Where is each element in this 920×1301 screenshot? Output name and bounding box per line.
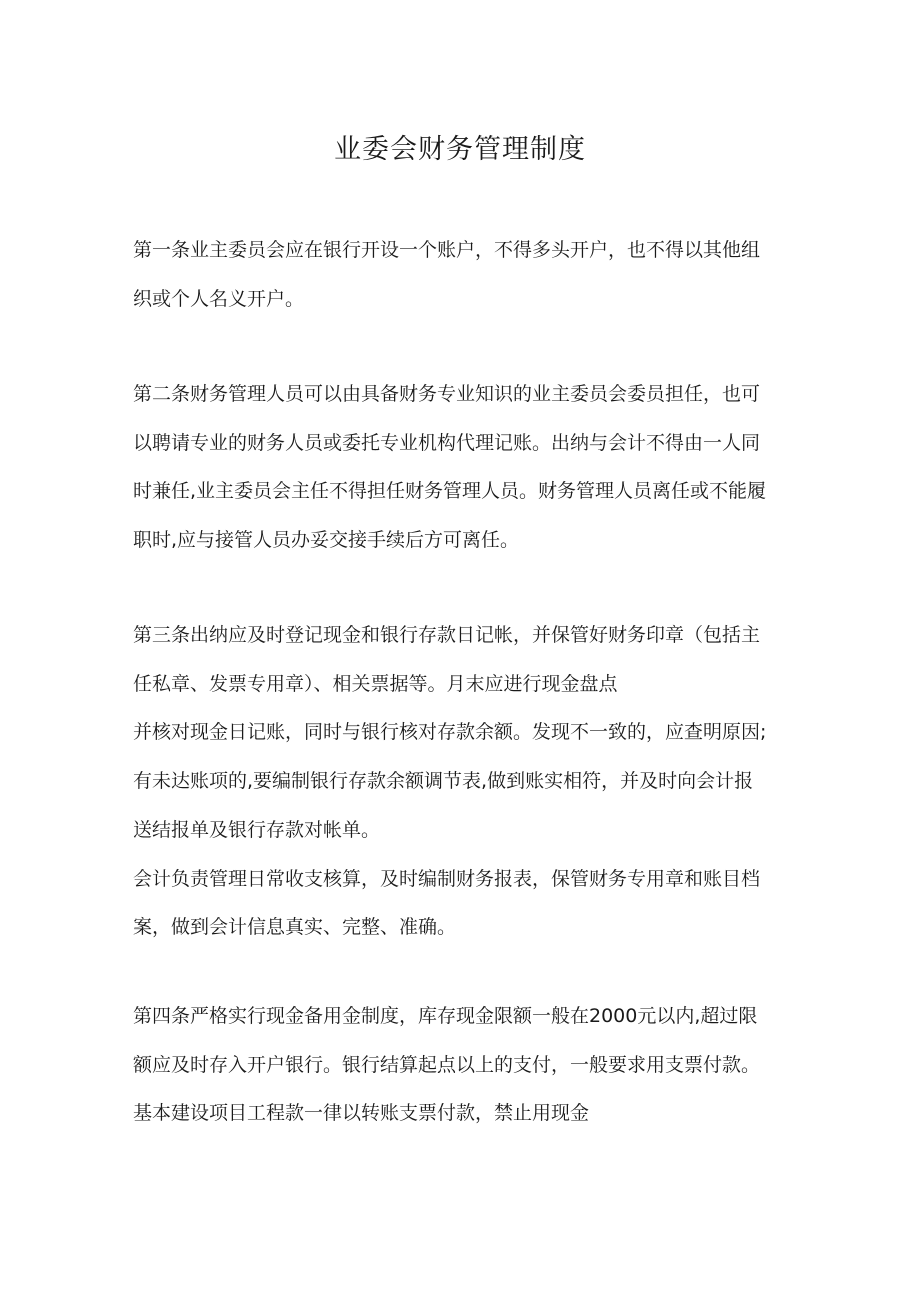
article-4-paragraph xyxy=(133,992,803,1138)
text-line: 任私章、发票专用章）、相关票据等。月末应进行现金盘点 xyxy=(133,672,618,695)
text-line: 第三条出纳应及时登记现金和银行存款日记帐，并保管好财务印章（包括主 xyxy=(133,624,761,646)
text-line: 织或个人名义开户。 xyxy=(133,287,305,310)
text-line: 第一条业主委员会应在银行开设一个账户，不得多头开户，也不得以其他组 xyxy=(133,239,761,261)
article-3-paragraph xyxy=(133,611,803,952)
text-line: 第二条财务管理人员可以由具备财务专业知识的业主委员会委员担任，也可 xyxy=(133,383,761,405)
text-line: 并核对现金日记账，同时与银行核对存款余额。发现不一致的，应查明原因; xyxy=(133,721,767,744)
article-2-paragraph xyxy=(133,370,803,565)
text-line: 第四条严格实行现金备用金制度，库存现金限额一般在2000元以内,超过限 xyxy=(133,1005,758,1027)
text-line: 职时,应与接管人员办妥交接手续后方可离任。 xyxy=(133,529,520,552)
text-line: 基本建设项目工程款一律以转账支票付款，禁止用现金 xyxy=(133,1102,590,1125)
text-line: 时兼任,业主委员会主任不得担任财务管理人员。财务管理人员离任或不能履 xyxy=(133,480,767,503)
text-line: 以聘请专业的财务人员或委托专业机构代理记账。出纳与会计不得由一人同 xyxy=(133,431,761,454)
article-1-paragraph xyxy=(133,226,803,323)
text-line: 送结报单及银行存款对帐单。 xyxy=(133,818,381,841)
text-line: 额应及时存入开户银行。银行结算起点以上的支付，一般要求用支票付款。 xyxy=(133,1053,761,1076)
text-line: 案，做到会计信息真实、完整、准确。 xyxy=(133,916,457,939)
text-line: 有未达账项的,要编制银行存款余额调节表,做到账实相符，并及时向会计报 xyxy=(133,770,754,793)
text-line: 会计负责管理日常收支核算，及时编制财务报表，保管财务专用章和账目档 xyxy=(133,867,761,890)
document-title: 业委会财务管理制度 xyxy=(334,134,586,165)
